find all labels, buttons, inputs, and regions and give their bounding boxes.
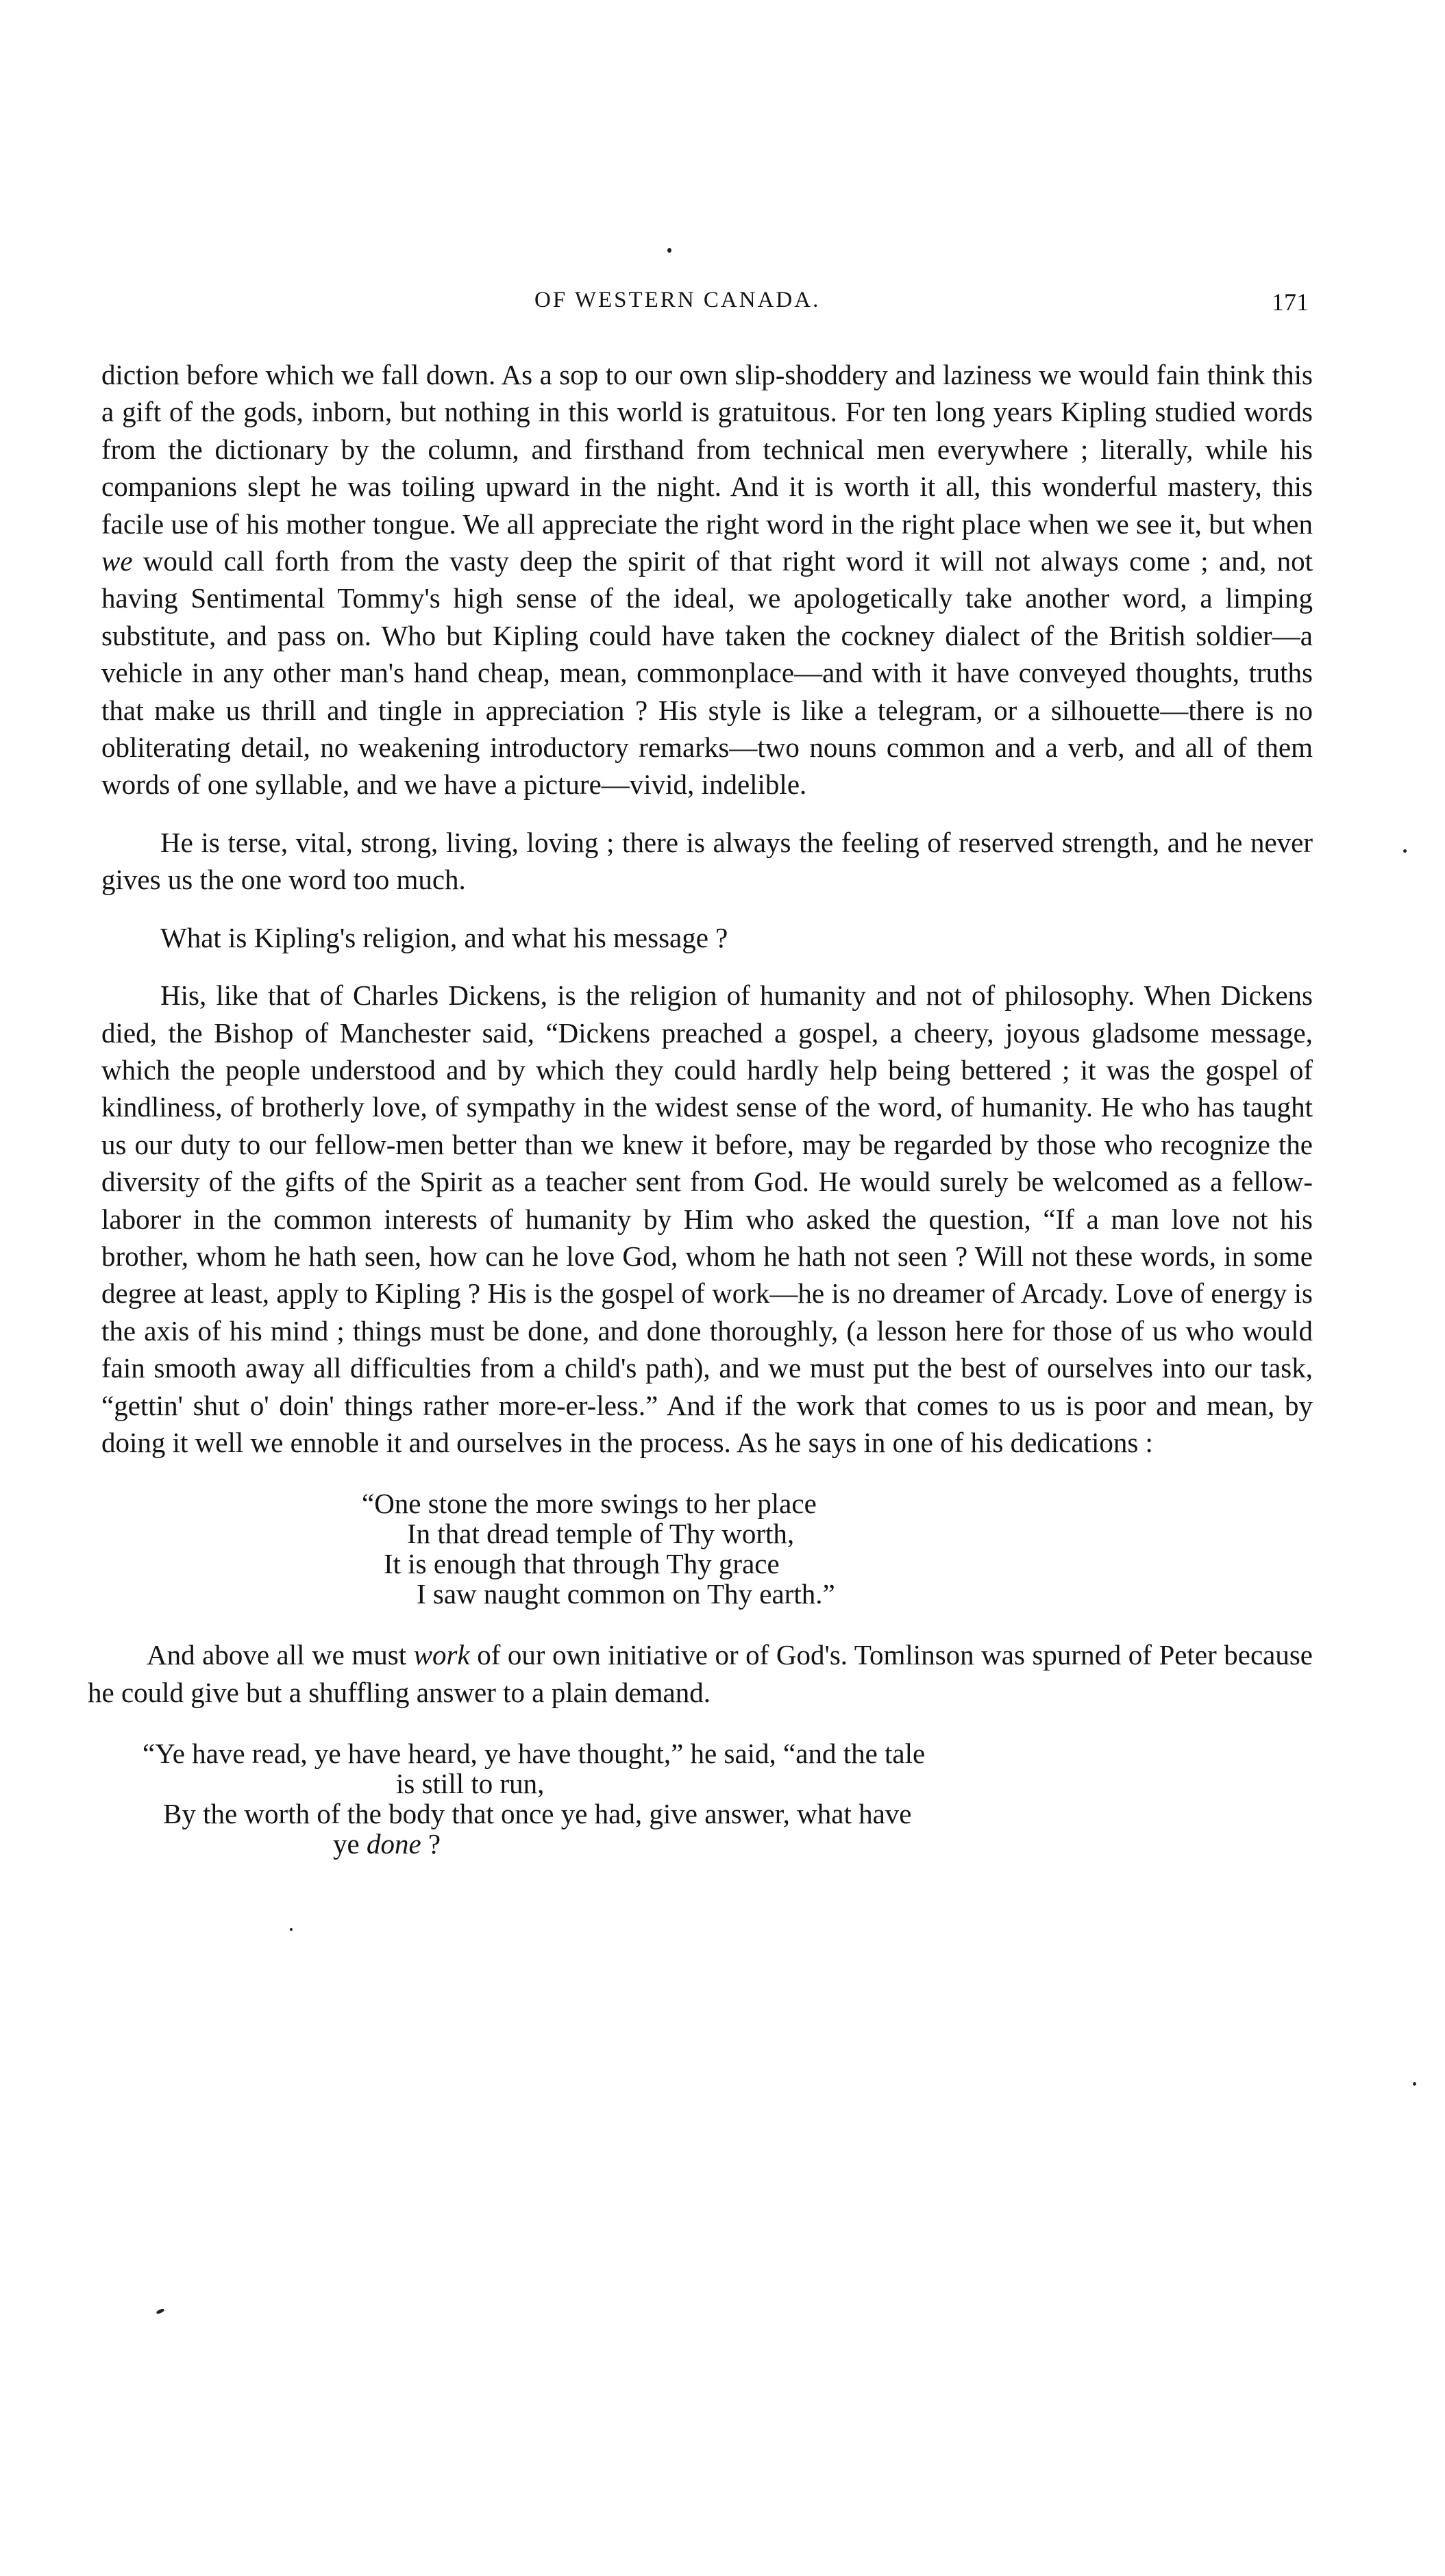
verse-line: By the worth of the body that once ye had, give answer, what have xyxy=(163,1798,912,1830)
paragraph-3: What is Kipling's religion, and what his message ? xyxy=(160,921,728,953)
verse-emphasis: done xyxy=(366,1828,421,1860)
paragraph-4: His, like that of Charles Dickens, is the religion of humanity and not of philosophy. When Dickens died, the Bishop of Manchester said, “Dickens preached a gospel, a cheery, joyous gladsome message, which the people understood and by which they could hardly help being bettered ; it was the gospel of kindliness, of brotherly love, of sympathy in the widest sense of the word, of humanity. He who has taught us our duty to our fellow-men better than we knew it before, may be regarded by those who recognize the diversity of the gifts of the Spirit as a teacher sent from God. He would surely be welcomed as a fellow-laborer in the common interests of humanity by Him who asked the question, “If a man love not his brother, whom he hath seen, how can he love God, whom he hath not seen ? Will not these words, in some degree at least, apply to Kipling ? His is the gospel of work—he is no dreamer of Arcady. Love of energy is the axis of his mind ; things must be done, and done thoroughly, (a lesson here for those of us who would fain smooth away all difficulties from a child's path), and we must put the best of ourselves into our task, “gettin' shut o' doin' things rather more-er-less.” And if the work that comes to us is poor and mean, by doing it well we ennoble it and ourselves in the process. As he says in one of his dedications : xyxy=(101,979,1313,1458)
verse-quotation xyxy=(362,1488,1313,1609)
page-number: 171 xyxy=(1272,288,1309,316)
paragraph-1-rest: would call forth from the vasty deep the spirit of that right word it will not always come ; and, not having Sentimental Tommy's high sense of the ideal, we apologetically take another word, a limping substitute, and pass on. Who but Kipling could have taken the cockney dialect of the British soldier—a vehicle in any other man's hand cheap, mean, commonplace—and with it have conveyed thoughts, truths that make us thrill and tingle in appreciation ? His style is like a telegram, or a silhouette—there is no obliterating detail, no weakening introductory remarks—two nouns common and a verb, and all of them words of one syllable, and we have a picture—vivid, indelible. xyxy=(101,545,1313,801)
tomlinson-quotation xyxy=(143,1738,1313,1859)
verse-line-turnover xyxy=(143,1829,1313,1859)
verse-line: “Ye have read, ye have heard, ye have thought,” he said, “and the tale xyxy=(143,1738,926,1770)
verse-line: “One stone the more swings to her place xyxy=(362,1488,817,1520)
ink-speck xyxy=(1403,849,1407,853)
verse-line-turnover: is still to run, xyxy=(396,1768,545,1800)
paragraph-5-rest: of our own initiative or of God's. Tomlinson was spurned of Peter because he could give but a shuffling answer to a plain demand. xyxy=(88,1639,1313,1708)
paragraph-1 xyxy=(101,356,1313,803)
paragraph-2: He is terse, vital, strong, living, loving ; there is always the feeling of reserved strength, and he never gives us the one word too much. xyxy=(101,826,1313,896)
verse-line: It is enough that through Thy grace xyxy=(384,1548,780,1580)
ink-speck xyxy=(667,248,671,253)
paragraph-1-emphasis: we xyxy=(101,545,133,577)
ink-speck xyxy=(1413,2082,1416,2086)
paragraph-1-text: diction before which we fall down. As a sop to our own slip-shoddery and laziness we would fain think this a gift of the gods, inborn, but nothing in this world is gratuitous. For ten long years Kipling studied words from the dictionary by the column, and firsthand from technical men everywhere ; literally, while his companions slept he was toiling upward in the night. And it is worth it all, this wonderful mastery, this facile use of his mother tongue. We all appreciate the right word in the right place when we see it, but when xyxy=(101,359,1313,540)
paragraph-5 xyxy=(88,1636,1313,1711)
paragraph-5-text: And above all we must xyxy=(147,1639,414,1671)
running-head xyxy=(103,288,1309,329)
ink-speck xyxy=(156,2308,165,2315)
ink-speck xyxy=(290,1928,293,1931)
body-text xyxy=(88,356,1313,1860)
verse-turnover-end: ? xyxy=(421,1828,441,1860)
verse-line: In that dread temple of Thy worth, xyxy=(407,1518,795,1550)
verse-line: I saw naught common on Thy earth.” xyxy=(417,1578,835,1610)
paragraph-5-emphasis: work xyxy=(413,1639,470,1671)
running-title: OF WESTERN CANADA. xyxy=(534,288,821,312)
verse-turnover-text: ye xyxy=(333,1828,367,1860)
